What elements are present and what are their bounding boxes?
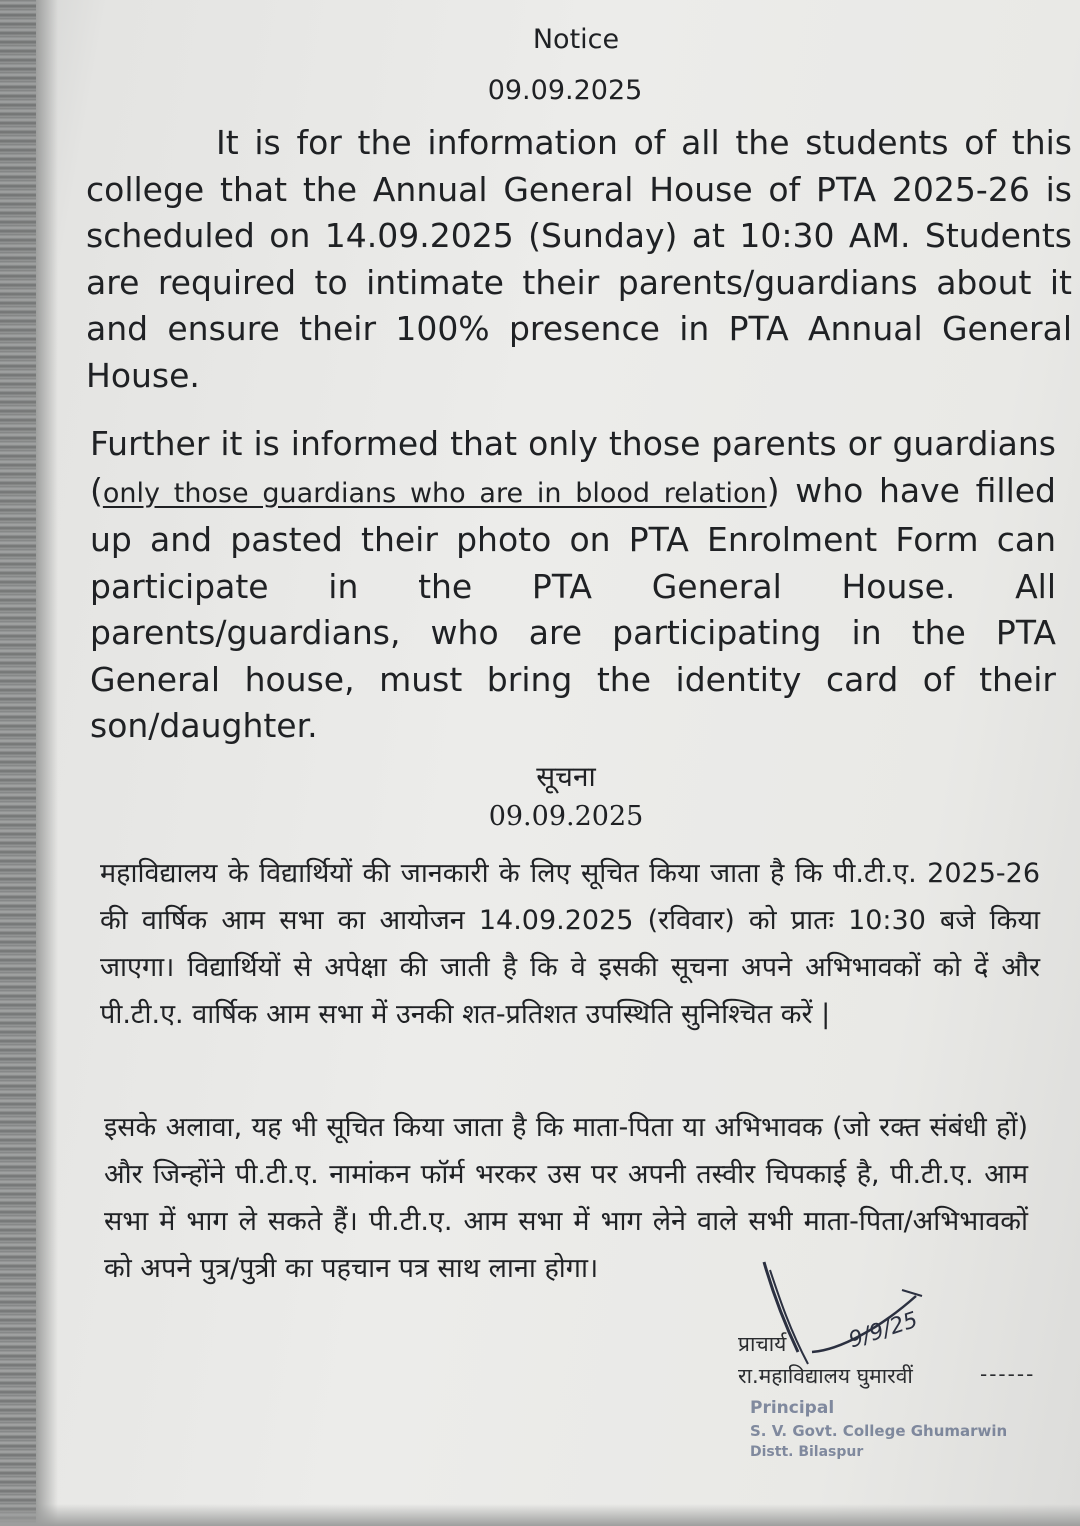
signature-date: 9/9/25 bbox=[845, 1307, 921, 1354]
hindi-paragraph-1: महाविद्यालय के विद्यार्थियों की जानकारी के लिए सूचित किया जाता है कि पी.टी.ए. 2025-26 की वार्षिक आम सभा का आयोजन 14.09.2025 (रविवार) को प्रातः 10:30 बजे किया जाएगा। विद्यार्थियों से अपेक्षा की जाती है कि वे इसकी सूचना अपने अभिभावकों को दें और पी.टी.ए. वार्षिक आम सभा में उनकी शत-प्रतिशत उपस्थिति सुनिश्चित करें | bbox=[100, 858, 1040, 1030]
hindi-paragraph-2: इसके अलावा, यह भी सूचित किया जाता है कि माता-पिता या अभिभावक (जो रक्त संबंधी हों) और जिन्होंने पी.टी.ए. नामांकन फॉर्म भरकर उस पर अपनी तस्वीर चिपकाई है, पी.टी.ए. आम सभा में भाग ले सकते हैं। पी.टी.ए. आम सभा में भाग लेने वाले सभी माता-पिता/अभिभावकों को अपने पुत्र/पुत्री का पहचान पत्र साथ लाना होगा। bbox=[104, 1112, 1028, 1284]
principal-designation: प्राचार्य bbox=[738, 1332, 787, 1356]
english-paragraph-2-end: ) who have filled up and pasted their photo on PTA Enrolment Form can participate in the PTA General House. All parents/guardians, who are participating in the PTA General house, must bring the identity card of their son/daughter. bbox=[90, 470, 1056, 745]
english-paragraph-2-start: Further it is informed that only those parents or guardians ( bbox=[90, 424, 1056, 510]
notice-date: 09.09.2025 bbox=[487, 75, 643, 106]
signature-dashes: ------ bbox=[980, 1362, 1036, 1386]
stamp-principal: Principal bbox=[750, 1398, 835, 1418]
college-name-hindi: रा.महाविद्यालय घुमारवीं bbox=[738, 1364, 913, 1388]
notice-heading: Notice bbox=[532, 24, 620, 55]
stamp-district: Distt. Bilaspur bbox=[750, 1444, 864, 1460]
hindi-date: 09.09.2025 bbox=[488, 801, 644, 832]
blood-relation-underlined: only those guardians who are in blood relation bbox=[102, 477, 767, 509]
english-paragraph-1-text: It is for the information of all the students of this college that the Annual General House of PTA 2025-26 is scheduled on 14.09.2025 (Sunday) at 10:30 AM. Students are required to intimate their parents/guardians about it and ensure their 100% presence in PTA Annual General House. bbox=[86, 123, 1072, 395]
hindi-heading: सूचना bbox=[536, 760, 596, 793]
page-bottom-edge bbox=[0, 1504, 1080, 1526]
stamp-college: S. V. Govt. College Ghumarwin bbox=[750, 1422, 1008, 1440]
